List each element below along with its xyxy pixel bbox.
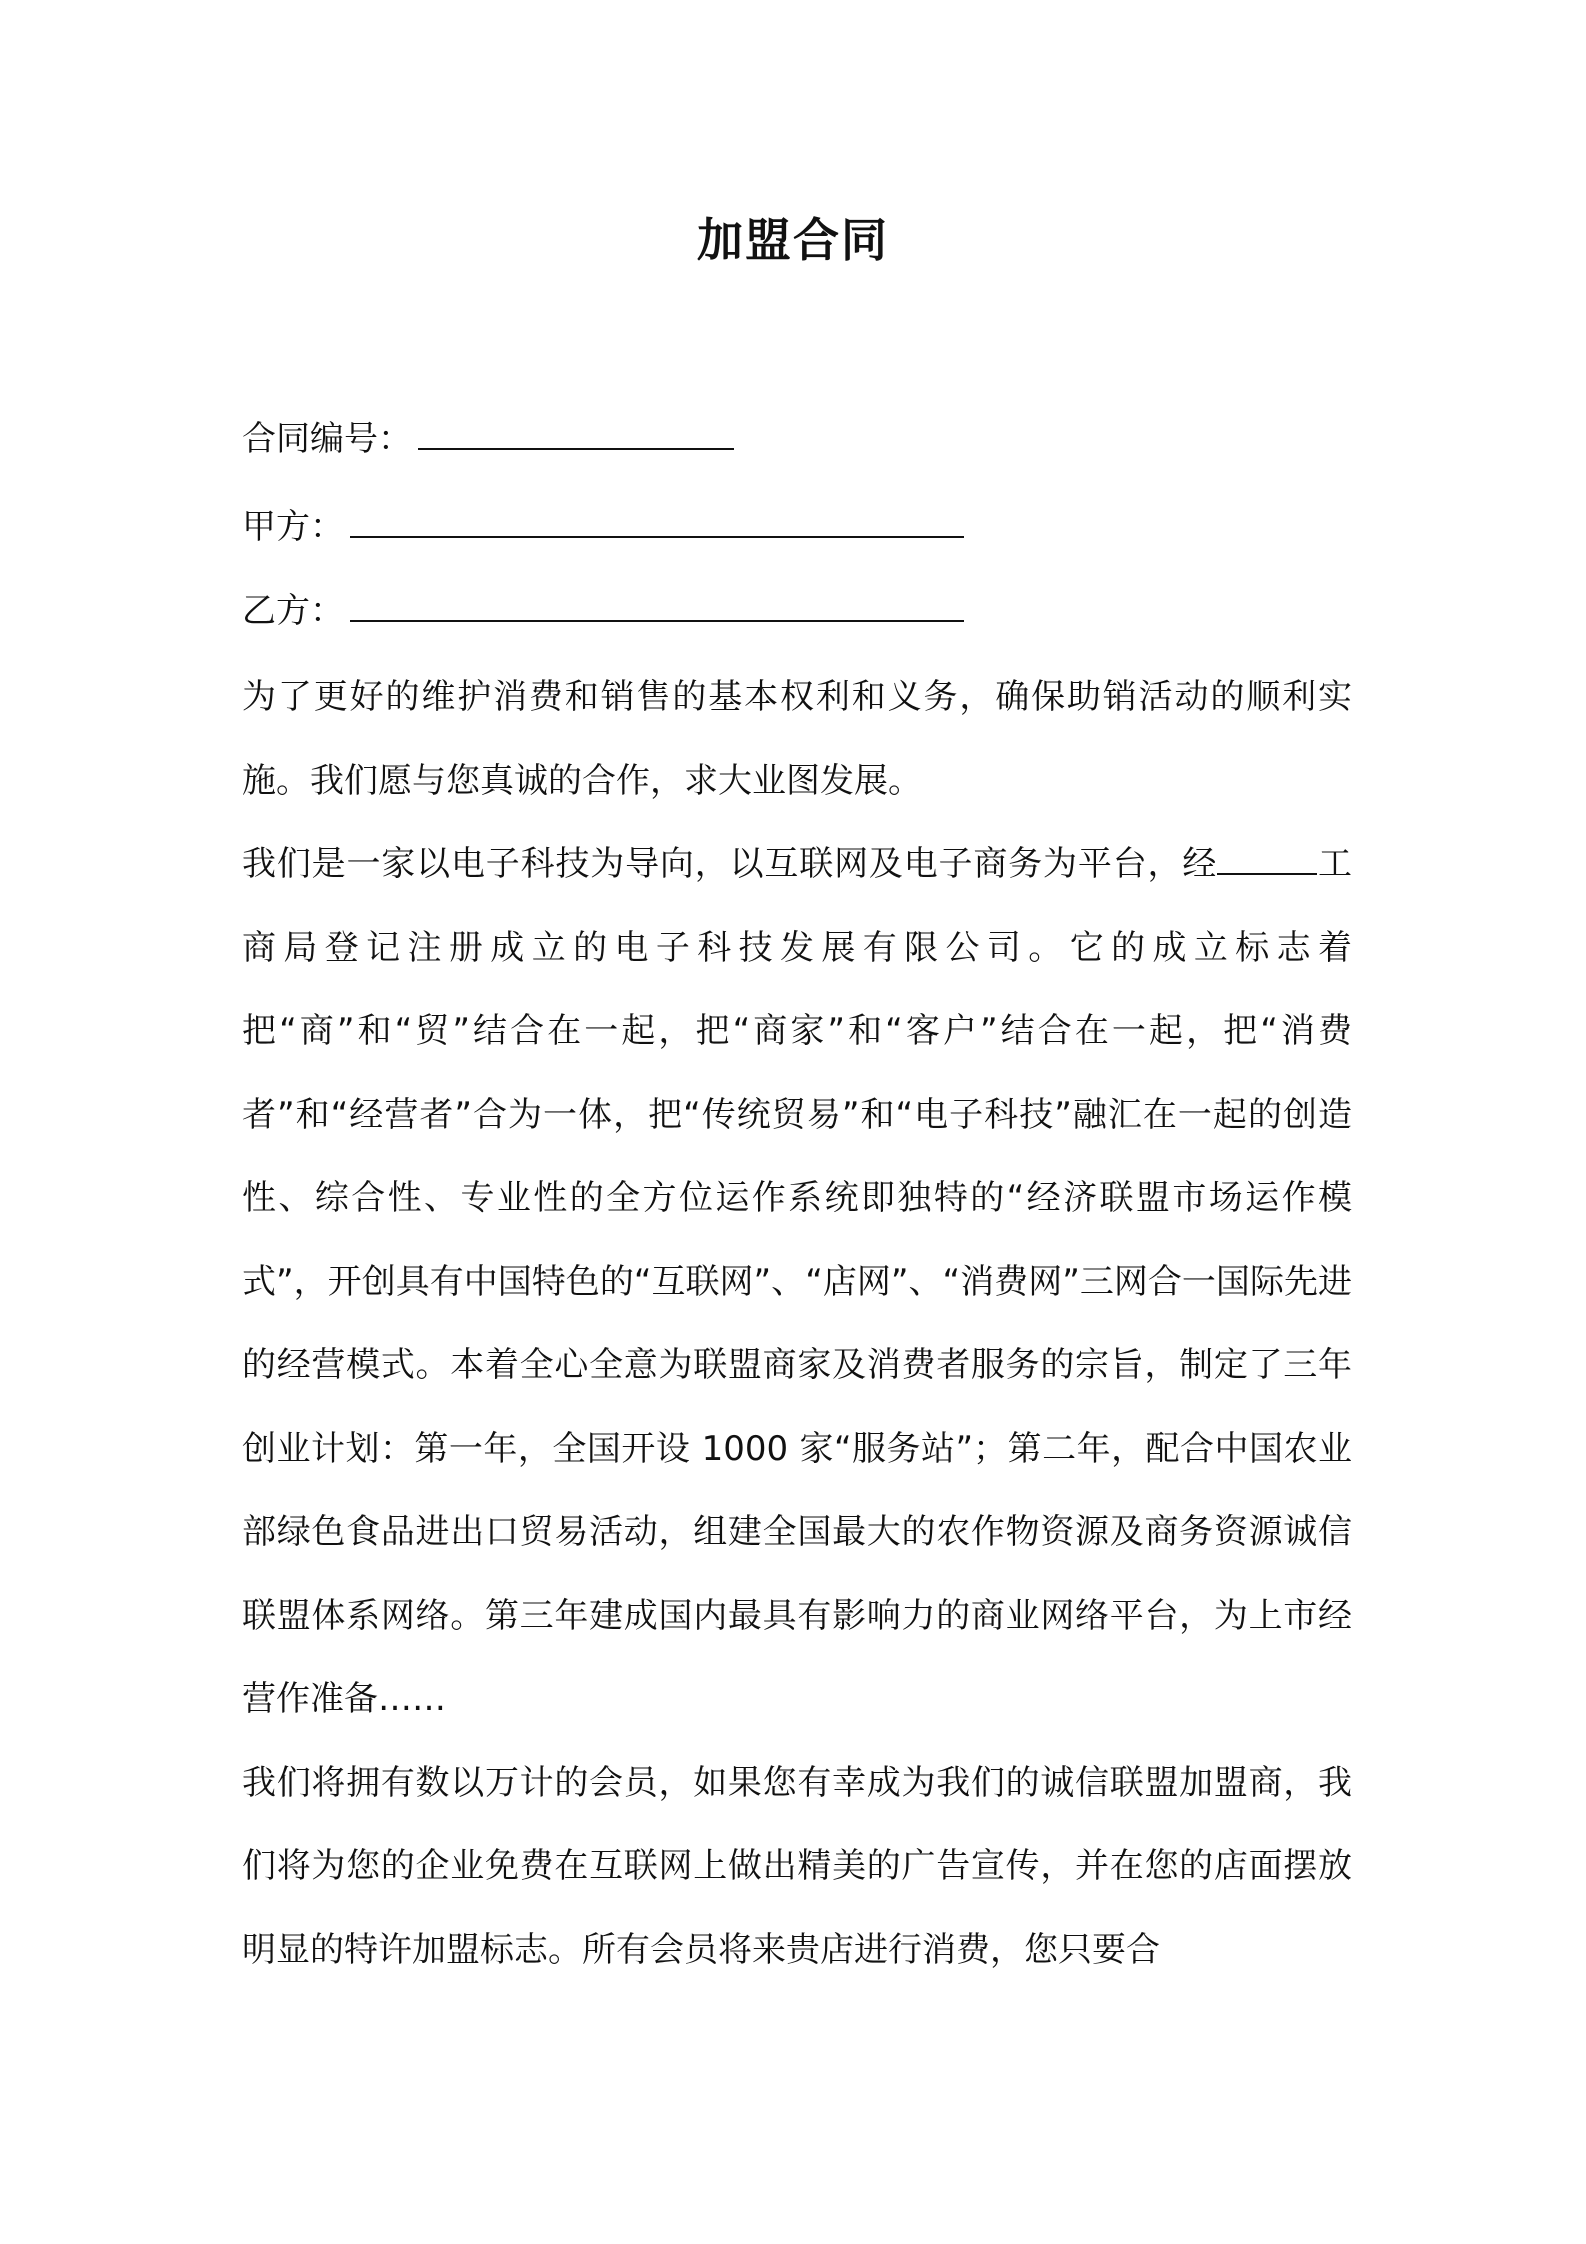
paragraph-member-benefits: 我们将拥有数以万计的会员，如果您有幸成为我们的诚信联盟加盟商，我们将为您的企业免费在互联网上做出精美的广告宣传，并在您的店面摆放明显的特许加盟标志。所有会员将来贵店进行消费，您只要合: [242, 1762, 1352, 1970]
contract-number-label: 合同编号：: [242, 419, 412, 459]
company-intro-text-start: 我们是一家以电子科技为导向，以互联网及电子商务为平台，经: [242, 844, 1218, 884]
party-b-label: 乙方：: [242, 591, 344, 631]
document-title: 加盟合同: [697, 213, 889, 267]
paragraph-purpose: 为了更好的维护消费和销售的基本权利和义务，确保助销活动的顺利实施。我们愿与您真诚的合作，求大业图发展。: [242, 677, 1352, 801]
party-a-blank: [350, 498, 964, 538]
registration-authority-blank: [1217, 837, 1317, 875]
contract-body: [242, 656, 1352, 1992]
party-b-blank: [350, 582, 964, 622]
contract-number-blank: [418, 410, 734, 450]
paragraph-company-intro: [242, 823, 1352, 1742]
contract-number-field: [242, 409, 734, 469]
party-a-field: [242, 497, 964, 557]
company-intro-text-rest: 工商局登记注册成立的电子科技发展有限公司。它的成立标志着把“商”和“贸”结合在一起，把“商家”和“客户”结合在一起，把“消费者”和“经营者”合为一体，把“传统贸易”和“电子科技”融汇在一起的创造性、综合性、专业性的全方位运作系统即独特的“经济联盟市场运作模式”，开创具有中国特色的“互联网”、“店网”、“消费网”三网合一国际先进的经营模式。本着全心全意为联盟商家及消费者服务的宗旨，制定了三年创业计划：第一年，全国开设 1000 家“服务站”；第二年，配合中国农业部绿色食品进出口贸易活动，组建全国最大的农作物资源及商务资源诚信联盟体系网络。第三年建成国内最具有影响力的商业网络平台，为上市经营作准备……: [242, 844, 1352, 1719]
party-a-label: 甲方：: [242, 507, 344, 547]
party-b-field: [242, 581, 964, 641]
